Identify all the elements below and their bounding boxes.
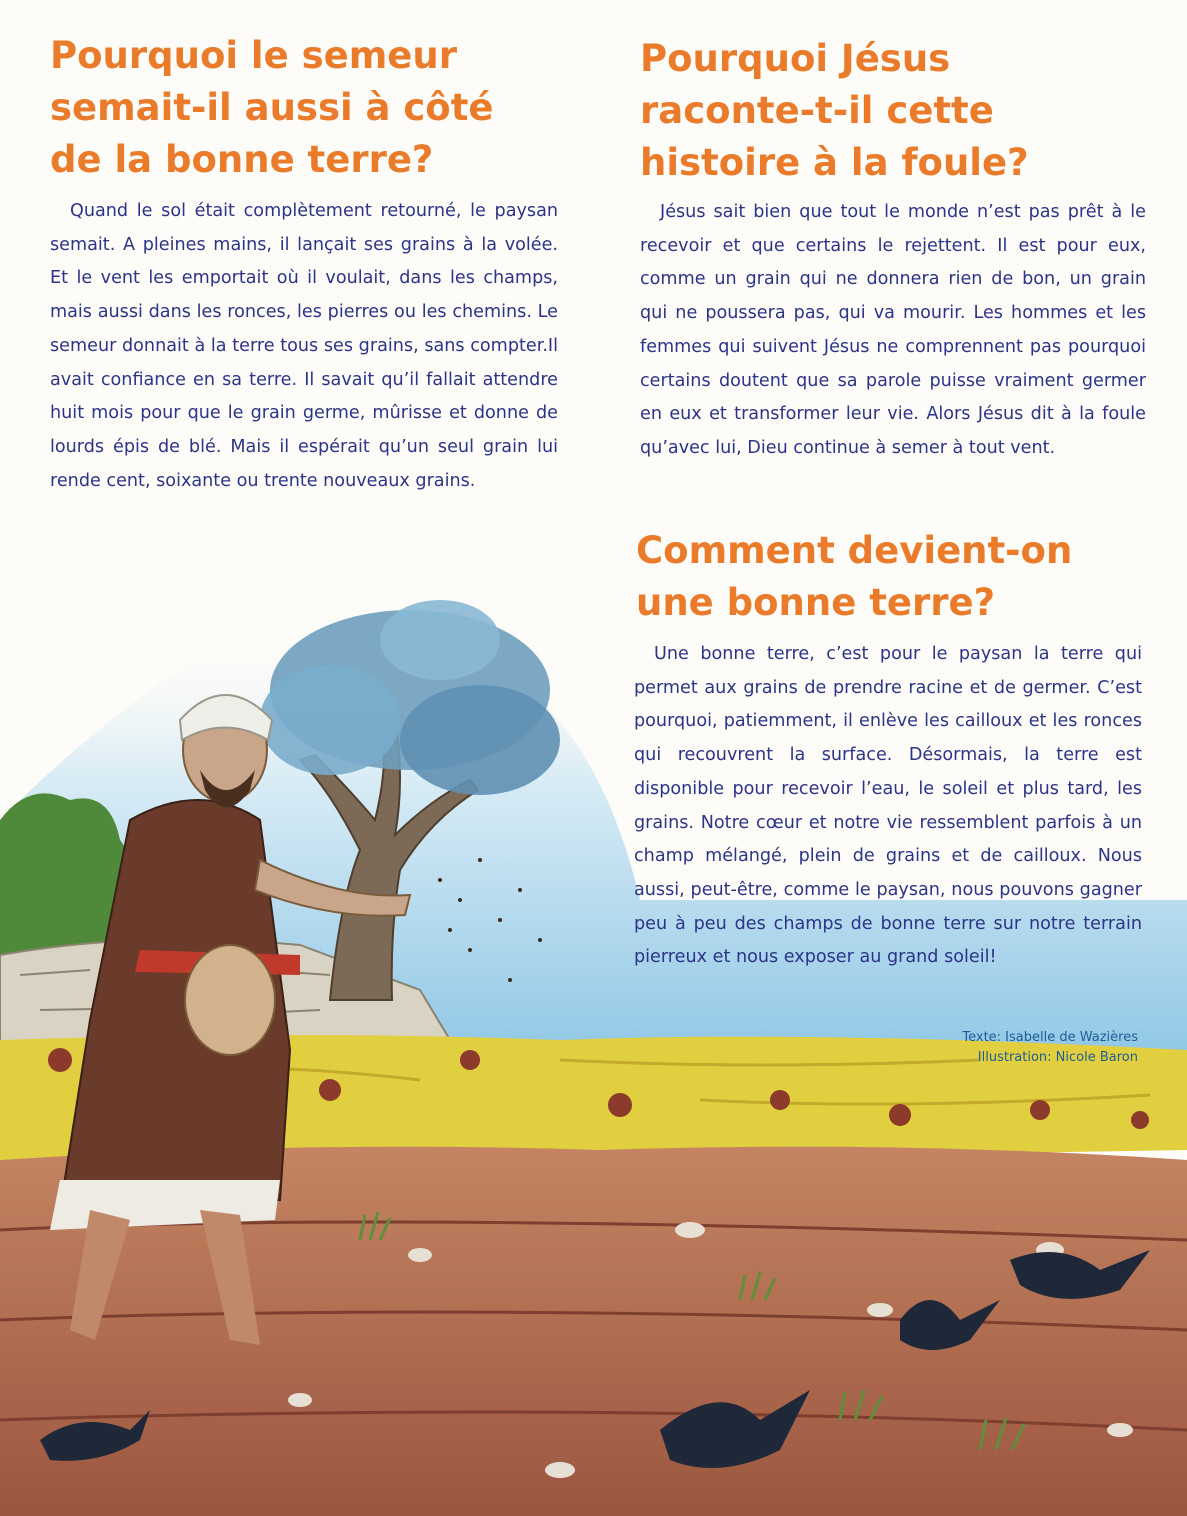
- right-heading-1: Pourquoi Jésus raconte-t-il cette histoire à la foule?: [640, 37, 1029, 184]
- text-credit: Texte: Isabelle de Wazières: [962, 1030, 1138, 1045]
- right-paragraph-2: Une bonne terre, c’est pour le paysan la terre qui permet aux grains de prendre racine et de germer. C’est pourquoi, patiemment, il enlève les cailloux et les ronces qui recouvrent la surface. Désormais, la terre est disponible pour recevoir l’eau, le soleil et plus tard, les grains. Notre cœur et notre vie ressemblent parfois à un champ mélangé, plein de grains et de cailloux. Nous aussi, peut-être, comme le paysan, nous pouvons gagner peu à peu des champs de bonne terre sur notre terrain pierreux et nous exposer au grand soleil!: [634, 644, 1142, 968]
- right-heading-2: Comment devient-on une bonne terre?: [636, 529, 1073, 624]
- left-paragraph: Quand le sol était complètement retourné, le paysan semait. A pleines mains, il lançait ses grains à la volée. Et le vent les emportait où il voulait, dans les champs, mais aussi dans les ronces, les pierres ou les chemins. Le semeur donnait à la terre tous ses grains, sans compter.Il avait confiance en sa terre. Il savait qu’il fallait attendre huit mois pour que le grain germe, mûrisse et donne de lourds épis de blé. Mais il espérait qu’un seul grain lui rende cent, soixante ou trente nouveaux grains.: [50, 201, 558, 491]
- right-paragraph-1: Jésus sait bien que tout le monde n’est pas prêt à le recevoir et que certains le rejettent. Il est pour eux, comme un grain qui ne donnera rien de bon, un grain qui ne poussera pas, qui va mourir. Les hommes et les femmes qui suivent Jésus ne comprennent pas pourquoi certains doutent que sa parole puisse vraiment germer en eux et transformer leur vie. Alors Jésus dit à la foule qu’avec lui, Dieu continue à semer à tout vent.: [640, 202, 1146, 458]
- illustration-credit: Illustration: Nicole Baron: [977, 1050, 1138, 1065]
- credits: [880, 1028, 1138, 1068]
- left-heading: Pourquoi le semeur semait-il aussi à côté de la bonne terre?: [50, 34, 494, 181]
